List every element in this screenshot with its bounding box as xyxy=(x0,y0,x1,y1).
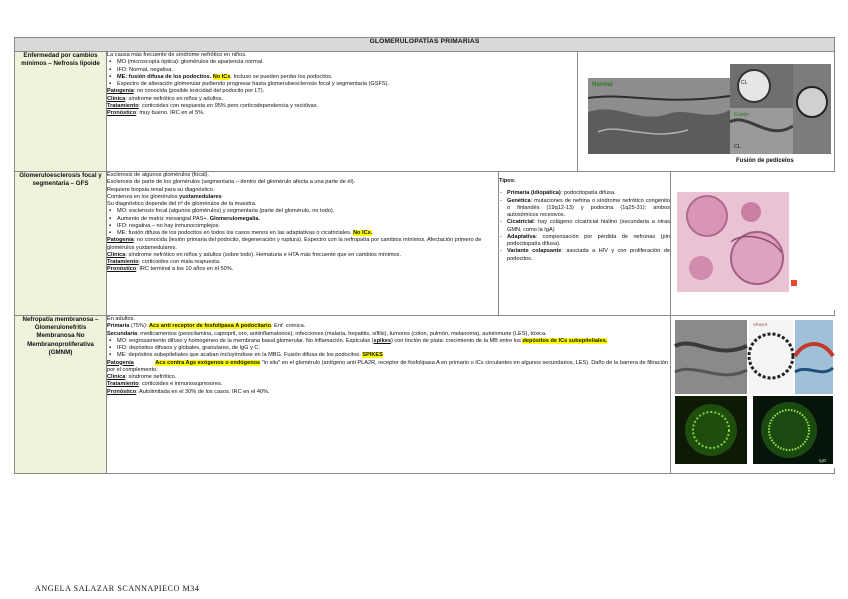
bullet-item: ▪ MO (microscopía óptica): glomérulos de apariencia normal. xyxy=(117,59,577,66)
text-line: Clínica: síndrome nefrótico en niños y adultos (sobre todo). Hematuria e HTA más frecuente que en cambios mínimos. xyxy=(107,251,402,258)
text-line: Tratamiento: corticoides con respuesta en 95% pero corticodependencia y recidivas. xyxy=(107,102,319,109)
disease-name: Glomeruloesclerosis focal y segmentaria – GFS xyxy=(15,172,107,316)
tipo-item: - Cicatricial: hay colágeno cicatricial hialino (secundaria a otras GMN, como la IgA) xyxy=(507,219,670,234)
bullet-item: ▪ Espectro de alteración glomerular pudiendo progresar hasta glomeruloesclerosis focal y segmentaria (GSFS). xyxy=(117,81,577,88)
disease-description xyxy=(107,172,499,316)
membranous-image xyxy=(671,316,835,468)
micrograph-image xyxy=(578,52,834,166)
table-title: GLOMERULOPATÍAS PRIMARIAS xyxy=(15,38,835,52)
glomerulopathies-table xyxy=(14,37,835,474)
tipo-item: - Adaptativa: compensación por pérdida de nefronas (pin podocitopatía difusa). xyxy=(507,234,670,249)
membranous-images-panel xyxy=(671,316,835,474)
label-spikes: SPIKES xyxy=(753,322,768,327)
text-line: Tratamiento: corticoides con mala respuesta. xyxy=(107,259,221,265)
text-line: Clínica: síndrome nefrótico en niños y adultos. xyxy=(107,95,223,102)
bullet-item: ▪ MO: esclerosis focal (algunos glomérulos) y segmentaria (parte del glomérulo, no todo). xyxy=(117,208,498,215)
text-line: Patogenia: no conocida (posible toxicidad del podocito por LT). xyxy=(107,88,265,95)
tipo-item: - Primaria (idiopática): podocitopatía difusa. xyxy=(507,190,670,197)
text-line: Esclerosis de parte de los glomérulos (segmentaria – dentro del glomérulo afecta a una parte de él). xyxy=(107,179,356,186)
disease-description xyxy=(107,316,671,474)
bullet-item: ▪ ME: fusión difusa de los podocitos. No ICs. Incluso se pueden perder los podocitos. xyxy=(117,74,577,81)
bullet-item: ▪ ME: depósitos subepiteliales que acaban incluyéndose en la MBG. Fusión difusa de los podocitos. SPIKES xyxy=(117,352,670,359)
text-line: Secundaria: medicamentos (penicilamina, captopril, oro, antiinflamatorios), infecciones (malaria, hepatitis, sífilis), tumores (colon, pulmón, melanoma), autoinmune (LES), tóxica. xyxy=(107,330,547,337)
bullet-item: ▪ IFD: Normal, negativa. xyxy=(117,67,577,74)
bullet-item: ▪ MO: engrosamiento difuso y homogéneo de la membrana basal glomerular. No inflamación. Espículas (spikes) con tinción de plata: crecimiento de la MB entre los depósitos de ICs subepiteliales. xyxy=(117,338,670,345)
text-line: Requiere biopsia renal para su diagnóstico. xyxy=(107,186,215,193)
text-line: En adultos. xyxy=(107,316,135,322)
table-row-cambios-minimos xyxy=(15,52,835,172)
histology-image xyxy=(671,172,835,310)
text-line: Clínica: síndrome nefrótico. xyxy=(107,374,177,380)
text-line: Su diagnóstico depende del nº de glomérulos de la muestra. xyxy=(107,201,257,207)
text-line: Esclerosis de algunos glomérulos (focal). xyxy=(107,172,209,178)
image-caption: Fusión de pedicelos xyxy=(736,158,794,164)
text-line: Patogenia: no conocida (lesión primaria del podocito, degeneración y ruptura). Espectro con la nefropatía por cambios mínimos. Afectación primero de glomérulos yuxtamedulares. xyxy=(107,237,482,251)
label-cl-2: CL xyxy=(734,144,741,150)
label-normal: Normal xyxy=(592,82,613,88)
text-line: Pronóstico: IRC terminal a los 10 años en el 50%. xyxy=(107,266,234,273)
electron-micrograph-panel xyxy=(578,52,835,172)
tipos-list xyxy=(499,172,671,316)
table-row-membranosa xyxy=(15,316,835,474)
text-line: Pronóstico: muy bueno. IRC en el 5%. xyxy=(107,110,205,116)
label-fusion: Fusión xyxy=(734,112,750,118)
bullet-item: ▪ Aumento de matriz mesangial PAS+. Glomerulomegalia. xyxy=(117,216,498,223)
text-line: Primaria (75%): Acs anti receptor de fosfolipasa A podocitario. Enf. crónica. xyxy=(107,323,306,330)
histology-panel xyxy=(671,172,835,316)
bullet-item: ▪ ME: fusión difusa de los podocitos en todos los casos menos en las adaptativas o cicatriciales. No ICs. xyxy=(117,230,498,237)
table-row-gfs xyxy=(15,172,835,316)
text-line: La causa más frecuente de síndrome nefrótico en niños. xyxy=(107,52,247,58)
author-footer: ANGELA SALAZAR SCANNAPIECO M34 xyxy=(35,584,200,593)
text-line: Pronóstico: Autolimitada en el 30% de los casos. IRC en el 40%. xyxy=(107,388,270,395)
tipos-title: Tipos: xyxy=(499,177,516,184)
disease-description xyxy=(107,52,578,172)
tipo-item: - Variante colapsante: asociada a HIV y con proliferación de podocitos. xyxy=(507,248,670,263)
text-line: Comienza en los glomérulos yuxtamedulares xyxy=(107,193,222,200)
bullet-item: ▪ IFD: negativa – no hay inmunocomplejos. xyxy=(117,223,498,230)
text-line: Tratamiento: corticoides e inmunosupresores. xyxy=(107,381,223,388)
tipo-item: - Genética: mutaciones de nefrina o síndrome nefrótico congénito o finlandés (19q12-13) y podocina (1q25-31): ambos autosómicos recesivos. xyxy=(507,198,670,220)
disease-name: Enfermedad por cambios mínimos – Nefrosis lipoide xyxy=(15,52,107,172)
disease-name: Nefropatía membranosa – Glomerulonefritis Membranosa No Membranoproliferativa (GMNM) xyxy=(15,316,107,474)
text-line: Patogenia Acs contra Ags exógenos o endógenos "in situ" en el glomérulo (antígeno anti PLA2R, receptor de fosfolipasa A en primario o ICs circulantes en algunos secundarios, LES). Daño de la barrera de filtración por el complemento. xyxy=(107,359,669,373)
bullet-item: ▪ IFD: depósitos difusos y globales, granulares, de IgG y C. xyxy=(117,345,670,352)
label-igg: IgG xyxy=(819,458,827,463)
label-cl: CL xyxy=(741,80,748,86)
